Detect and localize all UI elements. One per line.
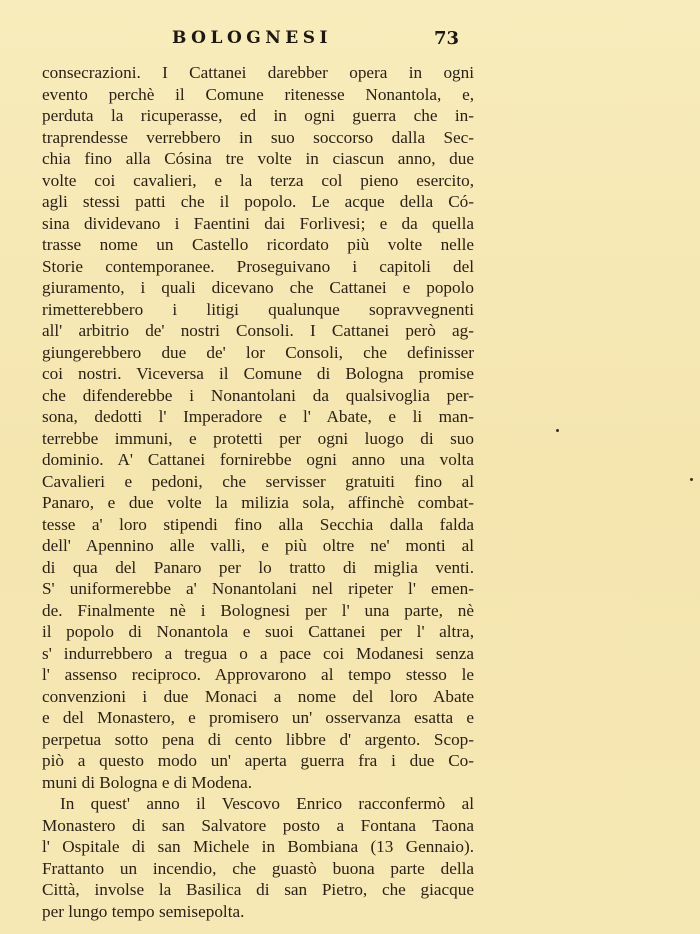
text-line: giungerebbero due de' lor Consoli, che definisser [42, 342, 474, 362]
text-line: agli stessi patti che il popolo. Le acque della Có- [42, 192, 474, 211]
paragraph-start-line: In quest' anno il Vescovo Enrico racconfermò al [60, 794, 474, 813]
paper-speck [690, 478, 693, 481]
text-line: de. Finalmente nè i Bolognesi per l' una parte, nè [42, 600, 474, 620]
body-text [42, 62, 474, 922]
text-line: giuramento, i quali dicevano che Cattanei e popolo [42, 278, 474, 297]
text-line: Città, involse la Basilica di san Pietro, che giacque [42, 880, 474, 899]
paper-speck [556, 429, 559, 432]
text-line: volte coi cavalieri, e la terza col pieno esercito, [42, 170, 474, 190]
text-line: coi nostri. Viceversa il Comune di Bologna promise [42, 364, 474, 383]
text-line: sona, dedotti l' Imperadore e l' Abate, e li man- [42, 407, 474, 426]
text-line: consecrazioni. I Cattanei darebber opera in ogni [42, 63, 474, 82]
paragraph-end-line: per lungo tempo semisepolta. [42, 901, 245, 921]
text-line: rimetterebbero i litigi qualunque sopravvegnenti [42, 299, 474, 319]
text-line: chia fino alla Cósina tre volte in ciascun anno, due [42, 149, 474, 168]
text-line: trasse nome un Castello ricordato più volte nelle [42, 235, 474, 254]
running-head: BOLOGNESI [172, 28, 332, 48]
text-line: Storie contemporanee. Proseguivano i capitoli del [42, 256, 474, 276]
text-line: sina dividevano i Faentini dai Forlivesi; e da quella [42, 213, 474, 233]
text-line: Cavalieri e pedoni, che servisser gratuiti fino al [42, 471, 474, 491]
text-line: dominio. A' Cattanei fornirebbe ogni anno una volta [42, 450, 474, 469]
text-line: l' Ospitale di san Michele in Bombiana (13 Gennaio). [42, 837, 474, 856]
text-line: il popolo di Nonantola e suoi Cattanei per l' altra, [42, 622, 474, 641]
text-line: convenzioni i due Monaci a nome del loro Abate [42, 686, 474, 706]
text-line: piò a questo modo un' aperta guerra fra i due Co- [42, 751, 474, 770]
text-line: Frattanto un incendio, che guastò buona parte della [42, 858, 474, 878]
text-line: che difenderebbe i Nonantolani da qualsivoglia per- [42, 385, 474, 405]
text-line: dell' Apennino alle valli, e più oltre ne' monti al [42, 536, 474, 555]
text-line: perpetua sotto pena di cento libbre d' argento. Scop- [42, 729, 474, 749]
page-header [172, 28, 472, 52]
page-number: 73 [434, 28, 460, 49]
text-line: terrebbe immuni, e protetti per ogni luogo di suo [42, 428, 474, 448]
text-line: e del Monastero, e promisero un' osservanza esatta e [42, 708, 474, 727]
text-line: traprendesse verrebbero in suo soccorso dalla Sec- [42, 127, 474, 147]
text-line: all' arbitrio de' nostri Consoli. I Cattanei però ag- [42, 321, 474, 340]
paragraph-end-line: muni di Bologna e di Modena. [42, 772, 253, 792]
text-line: Monastero di san Salvatore posto a Fontana Taona [42, 815, 474, 835]
text-line: S' uniformerebbe a' Nonantolani nel ripeter l' emen- [42, 579, 474, 598]
text-line: Panaro, e due volte la milizia sola, affinchè combat- [42, 493, 474, 512]
text-line: di qua del Panaro per lo tratto di miglia venti. [42, 557, 474, 577]
text-line: l' assenso reciproco. Approvarono al tempo stesso le [42, 665, 474, 684]
text-line: evento perchè il Comune ritenesse Nonantola, e, [42, 84, 474, 104]
text-line: tesse a' loro stipendi fino alla Secchia dalla falda [42, 514, 474, 534]
text-line: s' indurrebbero a tregua o a pace coi Modanesi senza [42, 643, 474, 663]
text-line: perduta la ricuperasse, ed in ogni guerra che in- [42, 106, 474, 125]
